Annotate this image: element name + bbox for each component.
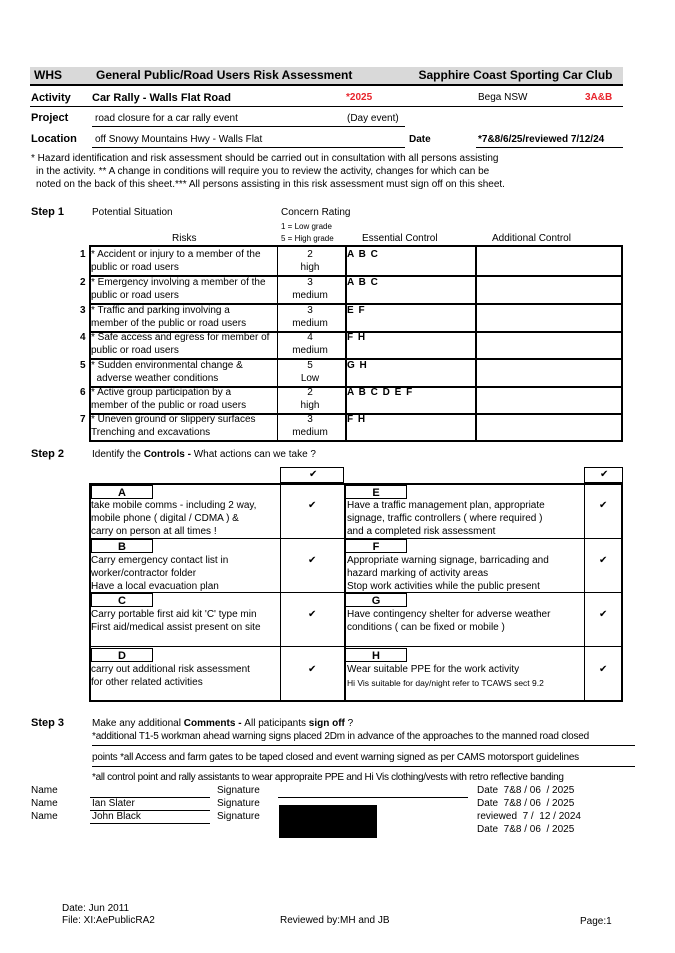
header-rule <box>30 84 623 86</box>
check-icon: ✔ <box>308 609 317 620</box>
comment-underline-2 <box>92 766 635 767</box>
footer-file: File: XI:AePublicRA2 <box>62 915 155 926</box>
header-club: Sapphire Coast Sporting Car Club <box>408 67 623 84</box>
risk-row-text-1: * Sudden environmental change & <box>91 360 243 371</box>
project-underline <box>92 126 405 127</box>
control-letter-box: A <box>91 485 153 499</box>
signoff-name: John Black <box>92 811 141 822</box>
control-text-line: conditions ( can be fixed or mobile ) <box>347 622 505 633</box>
control-text-line: Have a traffic management plan, appropriate <box>347 500 545 511</box>
step2-intro-post: What actions can we take ? <box>193 449 316 460</box>
control-text-line: Appropriate warning signage, barricading and <box>347 555 549 566</box>
risk-controls: F H <box>347 414 367 425</box>
risk-rating: 5 <box>307 360 313 371</box>
location-label: Location <box>31 133 77 145</box>
signoff-date: reviewed 7 / 12 / 2024 <box>477 811 581 822</box>
high-grade-legend: 5 = High grade <box>281 234 334 243</box>
project-value: road closure for a car rally event <box>95 113 238 124</box>
header-whs-cell: WHS <box>30 67 92 84</box>
risk-row-number: 7 <box>80 414 86 425</box>
activity-value: Car Rally - Walls Flat Road <box>92 92 231 104</box>
risk-row-text-1: * Uneven ground or slippery surfaces <box>91 414 256 425</box>
risk-grade: medium <box>292 427 328 438</box>
footer-page: Page:1 <box>580 916 612 927</box>
risk-row-text-1: * Safe access and egress for member of <box>91 332 270 343</box>
comment-line-1: *additional T1-5 workman ahead warning signs placed 2Dm in advance of the approaches to the manned road closed <box>92 731 590 742</box>
risk-row-text-1: * Active group participation by a <box>91 387 232 398</box>
check-icon: ✔ <box>599 609 608 620</box>
control-text-line: take mobile comms - including 2 way, <box>91 500 257 511</box>
signature-label: Signature <box>217 811 260 822</box>
comment-line-3: *all control point and rally assistants to wear appropraite PPE and Hi Vis clothing/vests with retro reflective banding <box>92 772 564 783</box>
risk-row-text-1: * Traffic and parking involving a <box>91 305 230 316</box>
step3-intro-mid: All paticipants <box>244 718 309 729</box>
risk-controls: E F <box>347 305 366 316</box>
activity-label: Activity <box>31 92 71 104</box>
risk-rating: 3 <box>307 305 313 316</box>
risk-row-text-2: member of the public or road users <box>91 318 247 329</box>
concern-rating-label: Concern Rating <box>281 207 351 218</box>
risk-row-number: 2 <box>80 277 86 288</box>
control-letter-box: H <box>345 648 407 662</box>
footer-date: Date: Jun 2011 <box>62 903 130 914</box>
control-letter-box: D <box>91 648 153 662</box>
risk-row-number: 1 <box>80 249 86 260</box>
check-icon: ✔ <box>308 500 317 511</box>
risk-row-number: 3 <box>80 305 86 316</box>
control-text-line: worker/contractor folder <box>91 568 197 579</box>
risk-controls: A B C <box>347 277 379 288</box>
location-underline <box>92 147 405 148</box>
risk-rating: 2 <box>307 249 313 260</box>
risks-column-header: Risks <box>172 233 197 244</box>
risk-row-text-2: public or road users <box>91 345 179 356</box>
check-icon: ✔ <box>599 500 608 511</box>
low-grade-legend: 1 = Low grade <box>281 222 332 231</box>
risk-row-number: 5 <box>80 360 86 371</box>
step1-label: Step 1 <box>31 206 65 218</box>
right-tick-header-box <box>584 467 623 483</box>
activity-underline <box>30 106 623 107</box>
control-text-line: Have a local evacuation plan <box>91 581 219 592</box>
check-icon: ✔ <box>599 664 608 675</box>
risk-row-text-2: member of the public or road users <box>91 400 247 411</box>
date-underline <box>476 147 623 148</box>
footer-reviewed: Reviewed by:MH and JB <box>280 915 390 926</box>
project-day-event: (Day event) <box>347 113 399 124</box>
step2-intro <box>92 449 316 460</box>
step2-label: Step 2 <box>31 448 65 460</box>
risk-grade: medium <box>292 318 328 329</box>
controls-row-rule-3 <box>91 646 621 647</box>
check-icon: ✔ <box>599 555 608 566</box>
risk-controls: A B C <box>347 249 379 260</box>
risk-grade: high <box>300 262 320 273</box>
step3-intro-post: ? <box>344 718 354 729</box>
control-letter-box: E <box>345 485 407 499</box>
activity-code: 3A&B <box>585 92 613 103</box>
control-text-line: Carry portable first aid kit 'C' type min <box>91 609 257 620</box>
risk-grade: medium <box>292 290 328 301</box>
risk-rating: 3 <box>307 414 313 425</box>
control-text-line: mobile phone ( digital / CDMA ) & <box>91 513 239 524</box>
control-text-line: Carry emergency contact list in <box>91 555 229 566</box>
note-line-3: noted on the back of this sheet.*** All persons assisting in this risk assessment must sign off on this sheet. <box>36 179 505 190</box>
activity-place: Bega NSW <box>478 92 528 103</box>
step3-intro-bold-1: Comments - <box>183 718 245 729</box>
step3-intro-bold-2: sign off <box>308 718 345 729</box>
check-icon: ✔ <box>600 469 609 480</box>
control-letter-box: F <box>345 539 407 553</box>
potential-situation-label: Potential Situation <box>92 207 173 218</box>
risk-row-number: 4 <box>80 332 86 343</box>
name-label: Name <box>31 811 58 822</box>
control-letter-box: G <box>345 593 407 607</box>
additional-control-column-header: Additional Control <box>492 233 571 244</box>
risk-grade: Low <box>300 373 320 384</box>
date-value: *7&8/6/25/reviewed 7/12/24 <box>478 134 605 145</box>
control-text-line: First aid/medical assist present on site <box>91 622 261 633</box>
control-text-line: Have contingency shelter for adverse weather <box>347 609 551 620</box>
risk-row-text-1: * Emergency involving a member of the <box>91 277 266 288</box>
comment-line-2: points *all Access and farm gates to be taped closed and event warning signed as per CAMS motorsport guidelines <box>92 752 579 763</box>
risk-controls: F H <box>347 332 367 343</box>
control-text-line: Wear suitable PPE for the work activity <box>347 664 520 675</box>
control-text-line: hazard marking of activity areas <box>347 568 489 579</box>
signature-label: Signature <box>217 785 260 796</box>
comment-underline-1 <box>92 745 635 746</box>
risk-row-text-1: * Accident or injury to a member of the <box>91 249 261 260</box>
project-label: Project <box>31 112 69 124</box>
date-label: Date <box>409 134 431 145</box>
control-text-line: carry out additional risk assessment <box>91 664 250 675</box>
control-letter-box: C <box>91 593 153 607</box>
risk-controls: A B C D E F <box>347 387 414 398</box>
signature-redaction-block <box>279 805 377 838</box>
control-text-line: and a completed risk assessment <box>347 526 496 537</box>
control-text-line: for other related activities <box>91 677 203 688</box>
signoff-date: Date 7&8 / 06 / 2025 <box>477 798 575 809</box>
check-icon: ✔ <box>309 469 318 480</box>
note-line-2: in the activity. ** A change in conditions will require you to review the activity, changes for which can be <box>36 166 490 177</box>
signoff-name: Ian Slater <box>92 798 135 809</box>
step3-intro <box>92 718 353 729</box>
control-text-line: signage, traffic controllers ( where required ) <box>347 513 543 524</box>
header-title: General Public/Road Users Risk Assessment <box>88 67 414 84</box>
signature-label: Signature <box>217 798 260 809</box>
risk-row-number: 6 <box>80 387 86 398</box>
risk-rating: 2 <box>307 387 313 398</box>
control-text-line: Stop work activities while the public present <box>347 581 540 592</box>
signoff-date: Date 7&8 / 06 / 2025 <box>477 785 575 796</box>
control-text-line: Hi Vis suitable for day/night refer to TCAWS sect 9.2 <box>347 678 544 688</box>
name-underline <box>90 823 210 824</box>
check-icon: ✔ <box>308 555 317 566</box>
control-letter-box: B <box>91 539 153 553</box>
risk-rating: 4 <box>307 332 313 343</box>
risk-row-text-2: public or road users <box>91 290 179 301</box>
risk-controls: G H <box>347 360 368 371</box>
risk-row-text-2: Trenching and excavations <box>91 427 211 438</box>
activity-year: *2025 <box>346 92 373 103</box>
risk-grade: medium <box>292 345 328 356</box>
risk-grade: high <box>300 400 320 411</box>
name-label: Name <box>31 785 58 796</box>
risk-row-text-2: public or road users <box>91 262 179 273</box>
risk-rating: 3 <box>307 277 313 288</box>
location-value: off Snowy Mountains Hwy - Walls Flat <box>95 134 263 145</box>
essential-control-column-header: Essential Control <box>362 233 438 244</box>
left-tick-header-box <box>280 467 344 483</box>
name-label: Name <box>31 798 58 809</box>
step2-intro-bold: Controls - <box>143 449 194 460</box>
step3-intro-pre: Make any additional <box>92 718 184 729</box>
signature-underline <box>278 797 468 798</box>
note-line-1: * Hazard identification and risk assessment should be carried out in consultation with all persons assisting <box>31 153 499 164</box>
control-text-line: carry on person at all times ! <box>91 526 217 537</box>
signoff-date: Date 7&8 / 06 / 2025 <box>477 824 575 835</box>
step2-intro-pre: Identify the <box>92 449 144 460</box>
step3-label: Step 3 <box>31 717 65 729</box>
check-icon: ✔ <box>308 664 317 675</box>
risk-row-text-2: adverse weather conditions <box>91 373 219 384</box>
